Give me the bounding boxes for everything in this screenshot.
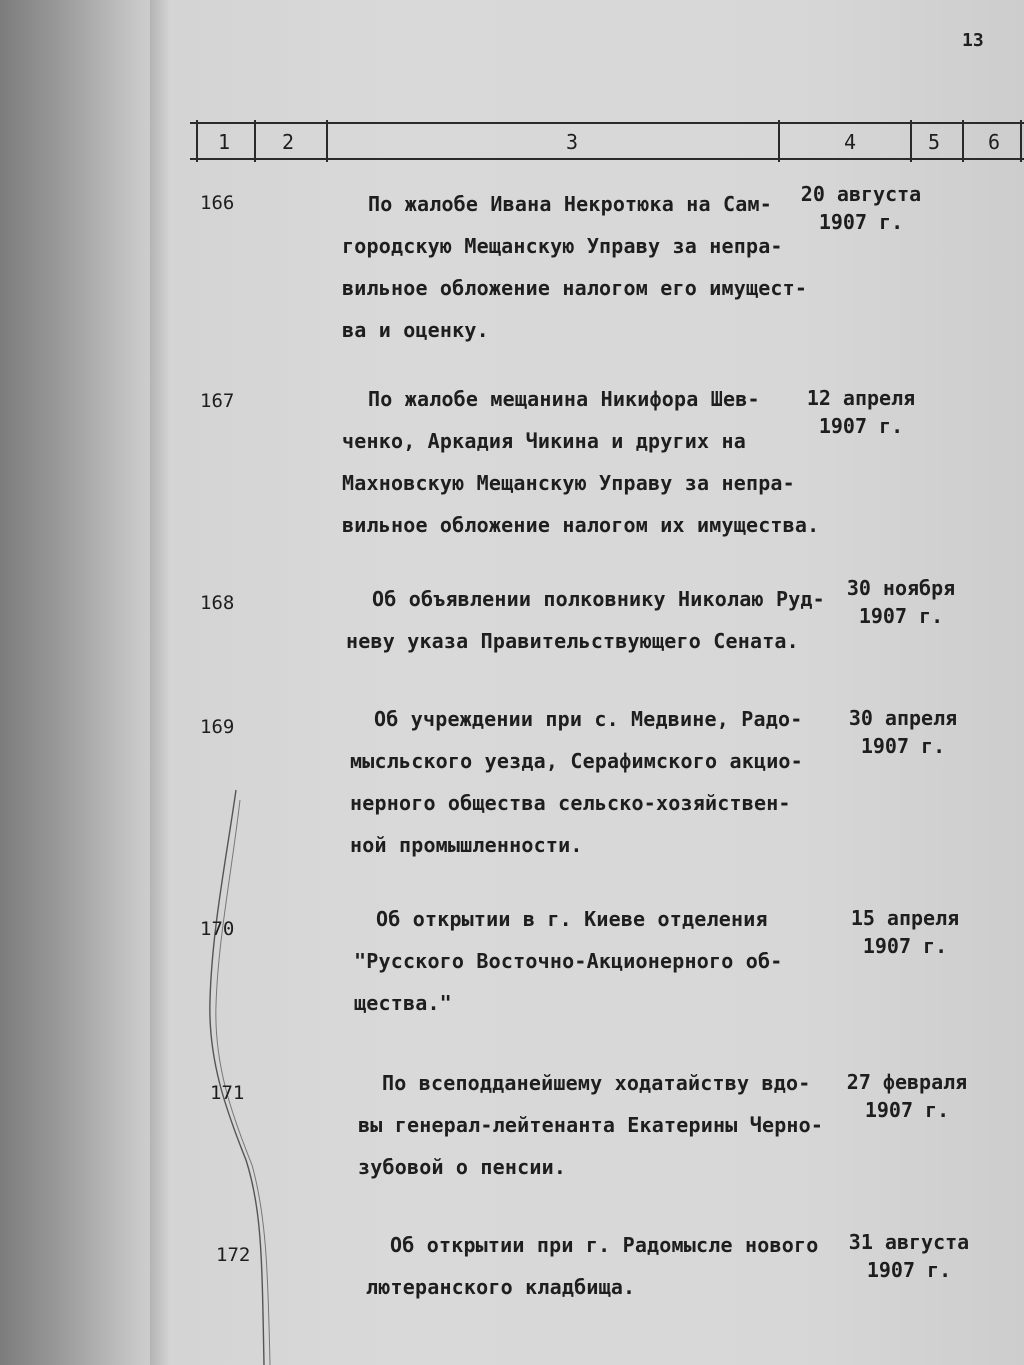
entry-number: 168: [200, 592, 235, 614]
header-separator: [962, 120, 964, 162]
entry-date: [796, 384, 926, 440]
entry-line: Об объявлении полковнику Николаю Руд-: [372, 587, 825, 611]
entry-line: Об открытии при г. Радомысле нового: [390, 1233, 819, 1257]
entry-text: [342, 183, 832, 351]
entry-date-year: 1907 г.: [864, 1098, 950, 1122]
entry-line: ва и оценку.: [342, 318, 489, 342]
entry-date-day: 31 августа: [848, 1230, 970, 1254]
header-separator: [254, 120, 256, 162]
entry-line: вильное обложение налогом их имущества.: [342, 513, 820, 537]
entry-line: вы генерал-лейтенанта Екатерины Черно-: [358, 1113, 824, 1137]
column-number: 3: [566, 130, 579, 154]
page-number: 13: [962, 30, 984, 51]
entry-date-year: 1907 г.: [862, 934, 948, 958]
entry-number: 169: [200, 716, 235, 738]
entry-date: [838, 704, 968, 760]
entry-line: мысльского уезда, Серафимского акцио-: [350, 749, 803, 773]
entry-text: [342, 378, 832, 546]
entry-date-day: 12 апреля: [806, 386, 916, 410]
header-separator: [326, 120, 328, 162]
header-top-rule: [190, 122, 1024, 124]
entry-line: Об учреждении при с. Медвине, Радо-: [374, 707, 803, 731]
entry-line: По жалобе мещанина Никифора Шев-: [368, 387, 760, 411]
entry-line: "Русского Восточно-Акционерного об-: [354, 949, 783, 973]
entry-number: 167: [200, 390, 235, 412]
entry-text: [342, 1224, 832, 1308]
entry-number: 172: [216, 1244, 251, 1266]
entry-line: Об открытии в г. Киеве отделения: [376, 907, 768, 931]
header-separator: [778, 120, 780, 162]
header-separator: [196, 120, 198, 162]
entry-date-year: 1907 г.: [818, 414, 904, 438]
entry-line: ченко, Аркадия Чикина и других на: [342, 429, 746, 453]
entry-date-day: 30 ноября: [846, 576, 956, 600]
column-number: 4: [844, 130, 857, 154]
entry-date-day: 30 апреля: [848, 706, 958, 730]
entry-text: [342, 698, 832, 866]
column-number: 2: [282, 130, 295, 154]
entry-date-year: 1907 г.: [866, 1258, 952, 1282]
entry-line: городскую Мещанскую Управу за непра-: [342, 234, 783, 258]
entry-line: зубовой о пенсии.: [358, 1155, 567, 1179]
entry-text: [342, 1062, 832, 1188]
entry-text: [342, 898, 832, 1024]
entry-line: неву указа Правительствующего Сената.: [346, 629, 799, 653]
header-separator: [910, 120, 912, 162]
entry-date-year: 1907 г.: [860, 734, 946, 758]
entry-date-year: 1907 г.: [858, 604, 944, 628]
entry-line: лютеранского кладбища.: [366, 1275, 636, 1299]
header-bottom-rule: [190, 158, 1024, 160]
column-number: 6: [988, 130, 1001, 154]
entry-date: [836, 574, 966, 630]
entry-date-year: 1907 г.: [818, 210, 904, 234]
entry-line: вильное обложение налогом его имущест-: [342, 276, 808, 300]
entry-number: 170: [200, 918, 235, 940]
column-number: 5: [928, 130, 941, 154]
entry-date-day: 20 августа: [800, 182, 922, 206]
entry-number: 166: [200, 192, 235, 214]
entry-date: [796, 180, 926, 236]
entry-line: По жалобе Ивана Некротюка на Сам-: [368, 192, 772, 216]
entry-date-day: 15 апреля: [850, 906, 960, 930]
entry-line: Махновскую Мещанскую Управу за непра-: [342, 471, 795, 495]
entry-line: щества.": [354, 991, 452, 1015]
entry-number: 171: [210, 1082, 245, 1104]
entry-date-day: 27 февраля: [846, 1070, 968, 1094]
column-number: 1: [218, 130, 231, 154]
entry-line: По всеподданейшему ходатайству вдо-: [382, 1071, 811, 1095]
entry-date: [844, 1228, 974, 1284]
entry-date: [842, 1068, 972, 1124]
entry-date: [840, 904, 970, 960]
header-separator: [1020, 120, 1022, 162]
entry-text: [342, 578, 832, 662]
column-header: [190, 118, 1024, 166]
entry-line: нерного общества сельско-хозяйствен-: [350, 791, 791, 815]
entry-line: ной промышленности.: [350, 833, 583, 857]
